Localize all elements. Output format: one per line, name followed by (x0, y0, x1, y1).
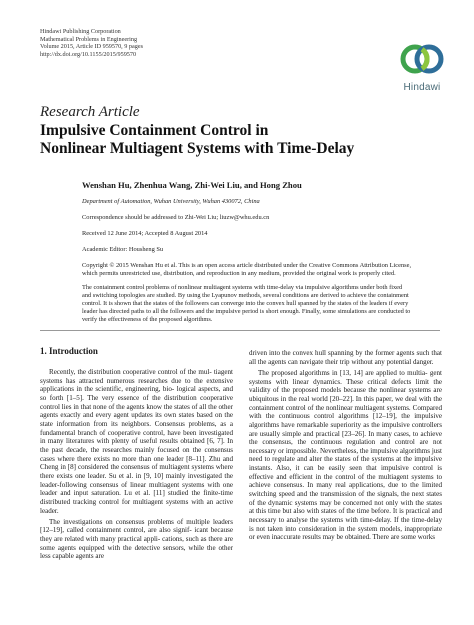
text-line: detective sensors, while the other less capable agents are (40, 543, 234, 561)
text-line: from its neighbors. Consensus problems, as a fundamental (40, 419, 233, 437)
text-line: driven into the convex hull spanning by the former agents (249, 349, 415, 357)
affiliation: Department of Automation, Wuhan University, Wuhan 430072, China (82, 198, 260, 205)
text-line: the validity of the proposed models because the nonlinear (249, 377, 443, 395)
text-line: icant because they are related with many practical appli- (40, 526, 234, 544)
text-line: agent updates its own states based on the state information (40, 411, 233, 428)
text-line: distribution cooperative control lies in that none of the agents (40, 393, 234, 411)
title-line: Nonlinear Multiagent Systems with Time-Delay (40, 140, 355, 157)
journal-name: Mathematical Problems in Engineering (40, 35, 138, 43)
abstract-line: leader has directed paths to all the followers and the impulsive period is short enough. Finally, some simulations are conducted to (82, 308, 411, 316)
text-line: many literatures with plenty of useful results obtained [6, (47, 437, 215, 446)
body-paragraph (249, 349, 442, 366)
academic-editor: Academic Editor: Housheng Su (82, 246, 164, 253)
text-line: to achieve consensus. In many real applications, due to the (249, 472, 442, 490)
text-line: potential danger. (386, 357, 434, 366)
doi-link[interactable]: http://dx.doi.org/10.1155/2015/959570 (40, 50, 137, 58)
text-line: cations, such as there are some agents equipped with the (40, 535, 234, 552)
author-list: Wenshan Hu, Zhenhua Wang, Zhi-Wei Liu, and Hong Zhou (82, 180, 302, 190)
publication-info (40, 28, 143, 58)
section-heading: 1. Introduction (40, 346, 98, 356)
abstract-line: The containment control problems of nonlinear multiagent systems with time-delay via impulsive algorithms under both fixed (82, 284, 403, 291)
copyright-notice (82, 262, 411, 278)
abstract (82, 284, 440, 324)
text-line: know the states of all the other agents exactly and every (40, 402, 234, 420)
text-line: consensus cases where there exists no more than one leader (40, 445, 234, 463)
text-line: the continuous regulation and control are not necessary or (249, 438, 443, 455)
correspondence: Correspondence should be addressed to Zhi-Wei Liu; liuzw@whu.edu.cn (82, 214, 270, 221)
text-line: the extensive applications in the scientific, engineering, bio- (40, 376, 234, 394)
paper-title (40, 122, 440, 158)
text-line: instants. Also, it can be easily seen that impulsive control is (249, 464, 442, 473)
text-line: algorithms [12–19], the impulsive algorithms have remarkable (249, 412, 442, 429)
text-line: systems are ubiquitous in the real world [20–22]. In this (249, 386, 442, 403)
text-line: to regulate and alter the states of the systems at the impulsive (264, 455, 443, 464)
article-type: Research Article (40, 104, 140, 120)
text-line: consideration in the system models, inappropriate or even (249, 524, 443, 542)
copyright-line: Copyright © 2015 Wenshan Hu et al. This is an open access article distributed under the Creative Commons Attribution License, (82, 262, 412, 269)
text-line: The proposed algorithms in [13, 14] are applied to multia- (258, 368, 428, 377)
text-line: logical aspects, and so forth [1–5]. The very essence of the (40, 385, 234, 402)
text-line: of linear multiagent systems with one leader and input (40, 480, 233, 498)
text-line: leaders [12–19], called containment control, are also signif- (40, 517, 233, 535)
text-line: tracking control for multiagent systems with an active leader. (40, 497, 233, 515)
title-line: Impulsive Containment Control in (40, 122, 269, 139)
text-line: such that all the agents can navigate their trip without any (249, 349, 442, 366)
text-line: tiagent systems has attracted numerous researches due to (40, 368, 233, 385)
text-line: in [9, 10] mainly investigated the leader-following consensus (40, 471, 233, 489)
hindawi-logo-icon (398, 36, 446, 82)
text-line: effective and efficient in the control of the multiagent systems (249, 472, 434, 481)
abstract-line: verify the effectiveness of the proposed algorithms. (82, 316, 213, 324)
text-line: multiagent systems. Compared with the continuous control (249, 403, 442, 421)
text-line: paper, we deal with the containment control of the nonlinear (249, 394, 442, 412)
text-line: superiority as the impulsive controllers are usually simple and (249, 420, 442, 438)
copyright-line: which permits unrestricted use, distribution, and reproduction in any medium, provided the original work is properly cited. (82, 270, 396, 278)
publisher-name: Hindawi Publishing Corporation (40, 28, 121, 35)
text-line: not only with the states at this time but also with states of (249, 498, 442, 516)
text-line: the time before. It is practical and necessary to analyse the (249, 507, 442, 525)
body-paragraph (40, 518, 233, 561)
text-line: impossible. Nevertheless, the impulsive algorithms just need (249, 446, 442, 464)
logo-text: Hindawi (403, 82, 441, 93)
text-line: saturation. Lu et al. [11] studied the finite-time distributed (40, 489, 233, 506)
right-column (249, 349, 442, 545)
left-column (40, 368, 233, 564)
text-line: gent systems with linear dynamics. These critical defects limit (249, 368, 442, 386)
abstract-line: and switching topologies are studied. By using the Lyapunov methods, several conditions are derived to achieve the containment (82, 292, 409, 300)
section-divider (40, 330, 440, 331)
abstract-line: control. It is shown that the states of the followers can converge into the convex hull spanned by the states of the leaders if every (82, 300, 409, 308)
body-paragraph (249, 369, 442, 542)
text-line: limited switching speed and the transmission of the signals, (249, 481, 442, 499)
text-line: multiagent systems where there exists one leader. Su et al. (40, 463, 233, 480)
body-paragraph (40, 368, 233, 515)
volume-info: Volume 2015, Article ID 959570, 9 pages (40, 43, 143, 51)
text-line: systems with time-delay. If the time-delay is not taken into (249, 516, 442, 533)
text-line: Recently, the distribution cooperative control of the mul- (49, 368, 212, 376)
text-line: The investigations on consensus problems of multiple (49, 517, 210, 526)
text-line: inaccurate results may be obtained. There are some works (271, 533, 435, 542)
text-line: practical [23–26]. In many cases, to achieve the consensus, (249, 429, 442, 447)
text-line: [8–11]. Zhu and Cheng in [8] considered the consensus of (40, 454, 233, 472)
text-line: branch of cooperative control, have been investigated in (40, 428, 233, 446)
text-line: the next states of the dynamic systems may be concerned (249, 490, 442, 507)
received-date: Received 12 June 2014; Accepted 8 August 2014 (82, 230, 208, 237)
text-line: 7]. In the past decade, the researches mainly focused on the (40, 437, 234, 454)
